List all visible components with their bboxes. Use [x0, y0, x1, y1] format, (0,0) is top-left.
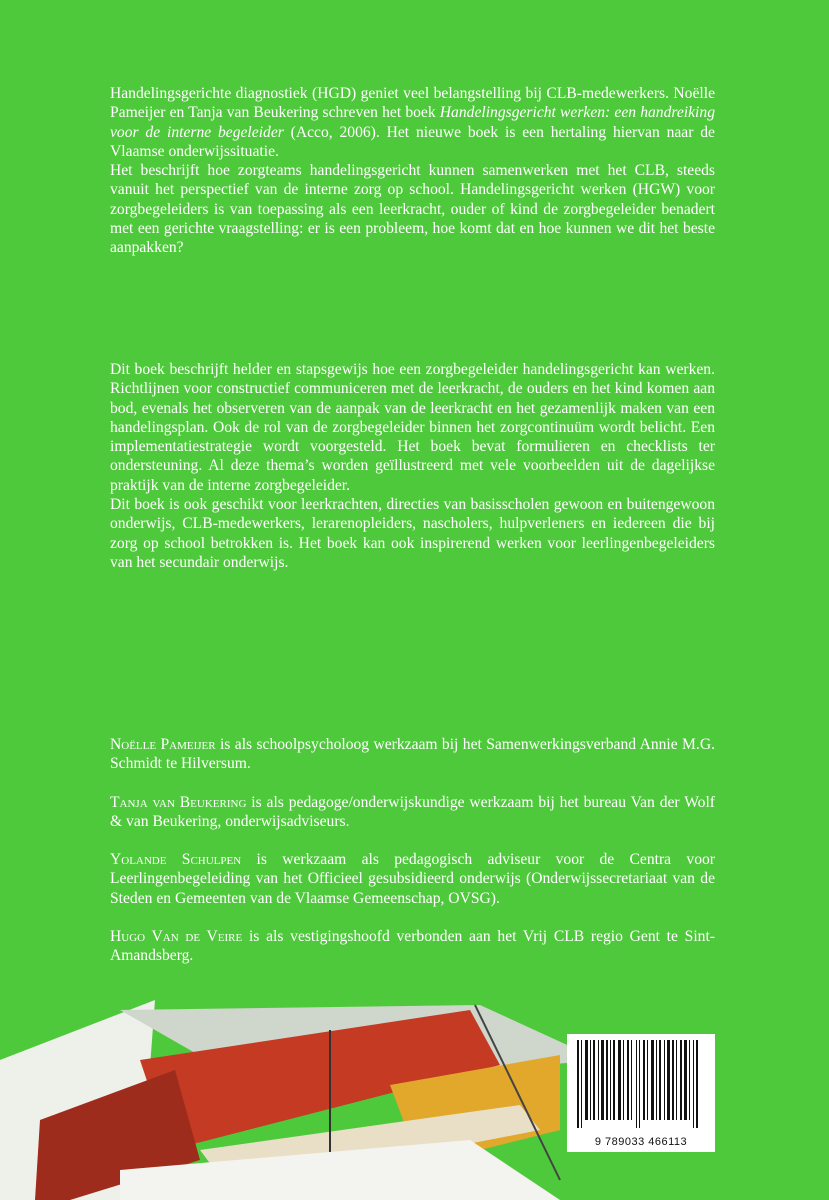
paragraph-audience: Dit boek is ook geschikt voor leerkrachten, directies van basisscholen gewoon en buitengewoon onderwijs, CLB-medewerkers, lerarenopleiders, nascholers, hulpverleners en iedereen die bij zorg op school betrokken is. Het boek kan ook inspirerend werken voor leerlingenbegeleiders van het secundair onderwijs.	[110, 496, 715, 571]
author-description: is als schoolpsycholoog werkzaam bij het Samenwerkingsverband Annie M.G. Schmidt te Hilversum.	[110, 736, 715, 773]
author-name: Tanja van Beukering	[110, 793, 247, 811]
author-name: Yolande Schulpen	[110, 851, 242, 869]
author-description: is werkzaam als pedagogisch adviseur voor de Centra voor Leerlingenbegeleiding van het Officieel gesubsidieerd onderwijs (Onderwijssecretariaat van de Steden en Gemeenten van de Vlaamse Gemeenschap, OVSG).	[110, 851, 715, 907]
isbn-barcode	[567, 1034, 715, 1152]
barcode-bars	[573, 1040, 709, 1128]
author-description: is als pedagoge/onderwijskundige werkzaam bij het bureau Van der Wolf & van Beukering, onderwijsadviseurs.	[110, 793, 715, 830]
intro-text: Handelingsgerichte diagnostiek (HGD) geniet veel belangstelling bij CLB-medewerkers. Noëlle Pameijer en Tanja van Beukering schreven het boek	[110, 85, 715, 122]
paragraph-method: Dit boek beschrijft helder en stapsgewijs hoe een zorgbegeleider handelingsgericht kan werken. Richtlijnen voor constructief communiceren met de leerkracht, de ouders en het kind komen aan bod, evenals het observeren van de aanpak van de leerkracht en het gezamenlijk maken van een handelingsplan. Ook de rol van de zorgbegeleider binnen het zorgcontinuüm wordt belicht. Een implementatiestrategie wordt voorgesteld. Het boek bevat formulieren en checklists ter ondersteuning. Al deze thema’s worden geïllustreerd met vele voorbeelden uit de dagelijkse praktijk van de interne zorgbegeleider.	[110, 361, 715, 494]
author-name: Noëlle Pameijer	[110, 736, 216, 753]
referenced-book-title: Handelingsgericht werken: een handreiking voor de interne begeleider	[110, 104, 715, 141]
paragraph-hgw: Het beschrijft hoe zorgteams handelingsgericht kunnen samenwerken met het CLB, steeds vanuit het perspectief van de interne zorg op school. Handelingsgericht werken (HGW) voor zorgbegeleiders is van toepassing als een leerkracht, ouder of kind de zorgbegeleider benadert met een gerichte vraagstelling: er is een probleem, hoe komt dat en hoe kunnen we dit het beste aanpakken?	[110, 162, 715, 257]
barcode-digits: 9 789033 466113	[594, 1136, 688, 1148]
intro-text-end: (Acco, 2006). Het nieuwe boek is een hertaling hiervan naar de Vlaamse onderwijssituatie.	[110, 123, 715, 160]
author-name: Hugo Van de Veire	[110, 928, 243, 946]
author-description: is als vestigingshoofd verbonden aan het Vrij CLB regio Gent te Sint-Amandsberg.	[110, 928, 715, 965]
